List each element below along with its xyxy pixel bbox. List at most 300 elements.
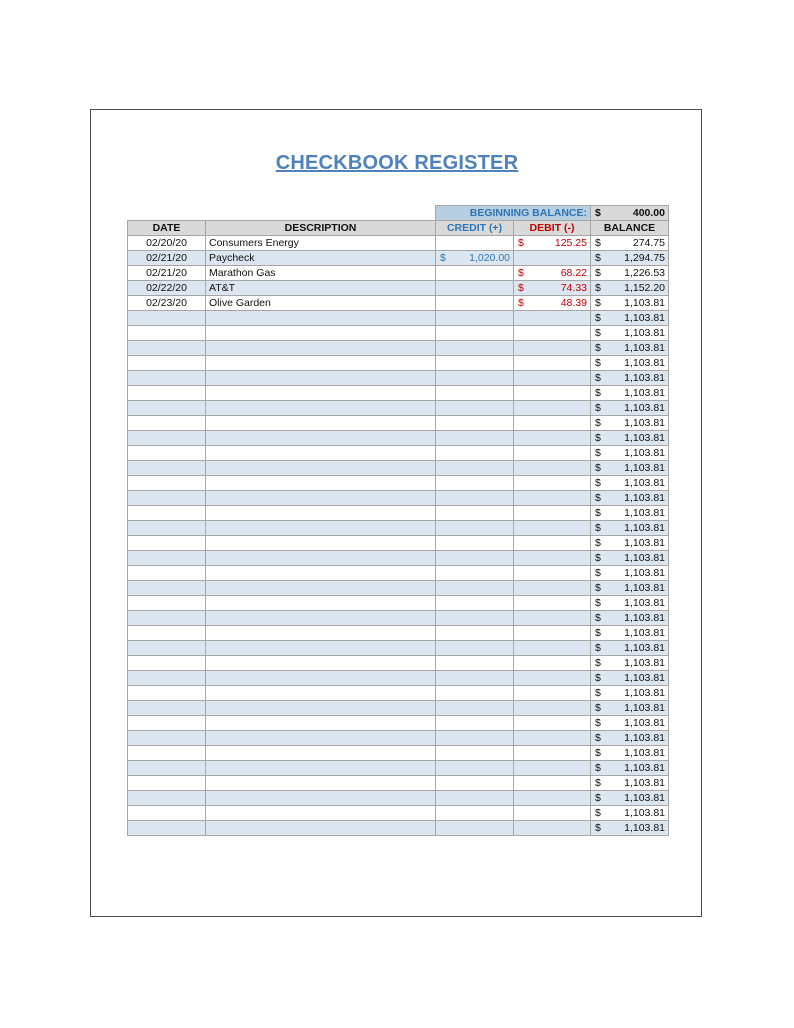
credit-cell[interactable] (436, 581, 514, 596)
balance-cell-amount: 1,103.81 (624, 492, 665, 504)
debit-cell[interactable] (514, 401, 591, 416)
date-cell[interactable] (128, 566, 206, 581)
date-cell[interactable] (128, 731, 206, 746)
debit-cell[interactable] (514, 356, 591, 371)
table-row (128, 371, 669, 386)
debit-cell[interactable] (514, 236, 591, 251)
debit-cell[interactable] (514, 686, 591, 701)
description-cell[interactable] (206, 491, 436, 506)
debit-cell[interactable] (514, 761, 591, 776)
description-cell[interactable] (206, 761, 436, 776)
date-cell[interactable] (128, 581, 206, 596)
currency-symbol: $ (595, 762, 601, 774)
description-cell[interactable] (206, 386, 436, 401)
balance-cell[interactable] (591, 656, 669, 671)
credit-cell[interactable] (436, 791, 514, 806)
debit-cell[interactable] (514, 551, 591, 566)
description-cell[interactable] (206, 371, 436, 386)
description-cell[interactable] (206, 341, 436, 356)
debit-header: DEBIT (-) (514, 221, 591, 236)
date-cell[interactable] (128, 776, 206, 791)
balance-cell-amount: 1,103.81 (624, 732, 665, 744)
debit-cell[interactable] (514, 281, 591, 296)
description-cell[interactable] (206, 296, 436, 311)
beginning-balance-value[interactable] (591, 206, 669, 221)
balance-cell-amount: 1,103.81 (624, 792, 665, 804)
date-cell[interactable] (128, 251, 206, 266)
debit-cell-amount: 68.22 (560, 267, 587, 279)
balance-cell[interactable] (591, 356, 669, 371)
balance-cell[interactable] (591, 491, 669, 506)
balance-cell-amount: 1,103.81 (624, 552, 665, 564)
date-cell[interactable] (128, 356, 206, 371)
date-cell[interactable] (128, 806, 206, 821)
debit-cell[interactable] (514, 266, 591, 281)
currency-symbol: $ (595, 312, 601, 324)
currency-symbol: $ (440, 252, 446, 264)
table-row (128, 506, 669, 521)
table-row (128, 656, 669, 671)
balance-cell[interactable] (591, 566, 669, 581)
balance-cell[interactable] (591, 521, 669, 536)
credit-cell[interactable] (436, 401, 514, 416)
table-row (128, 401, 669, 416)
date-cell[interactable] (128, 506, 206, 521)
description-cell[interactable] (206, 461, 436, 476)
debit-cell[interactable] (514, 641, 591, 656)
balance-cell-amount: 1,103.81 (624, 417, 665, 429)
debit-cell[interactable] (514, 776, 591, 791)
date-cell[interactable] (128, 521, 206, 536)
table-row (128, 701, 669, 716)
credit-cell[interactable] (436, 506, 514, 521)
date-cell[interactable] (128, 311, 206, 326)
date-cell[interactable] (128, 236, 206, 251)
balance-cell[interactable] (591, 701, 669, 716)
date-cell[interactable] (128, 386, 206, 401)
date-cell[interactable] (128, 791, 206, 806)
description-cell[interactable] (206, 356, 436, 371)
date-cell[interactable] (128, 476, 206, 491)
date-cell[interactable] (128, 626, 206, 641)
description-cell[interactable] (206, 686, 436, 701)
description-cell[interactable] (206, 536, 436, 551)
currency-symbol: $ (595, 597, 601, 609)
date-cell[interactable] (128, 281, 206, 296)
description-cell[interactable] (206, 416, 436, 431)
credit-cell[interactable] (436, 296, 514, 311)
table-row (128, 566, 669, 581)
debit-cell[interactable] (514, 371, 591, 386)
currency-symbol: $ (595, 282, 601, 294)
description-cell[interactable] (206, 671, 436, 686)
balance-cell[interactable] (591, 611, 669, 626)
description-cell[interactable] (206, 596, 436, 611)
description-cell[interactable] (206, 806, 436, 821)
credit-cell[interactable] (436, 281, 514, 296)
currency-symbol: $ (595, 432, 601, 444)
debit-cell[interactable] (514, 446, 591, 461)
description-cell[interactable] (206, 506, 436, 521)
description-cell[interactable] (206, 776, 436, 791)
credit-cell[interactable] (436, 521, 514, 536)
blank-cell (128, 206, 206, 221)
balance-cell-amount: 1,103.81 (624, 462, 665, 474)
credit-cell[interactable] (436, 311, 514, 326)
balance-cell[interactable] (591, 371, 669, 386)
balance-cell[interactable] (591, 551, 669, 566)
date-cell[interactable] (128, 491, 206, 506)
credit-cell[interactable] (436, 761, 514, 776)
table-row (128, 281, 669, 296)
table-row (128, 551, 669, 566)
credit-cell[interactable] (436, 266, 514, 281)
date-cell[interactable] (128, 716, 206, 731)
description-cell[interactable] (206, 746, 436, 761)
description-cell[interactable] (206, 731, 436, 746)
balance-cell[interactable] (591, 416, 669, 431)
page-title: CHECKBOOK REGISTER (275, 152, 519, 174)
debit-cell[interactable] (514, 506, 591, 521)
debit-cell[interactable] (514, 416, 591, 431)
balance-cell-amount: 1,103.81 (624, 687, 665, 699)
debit-cell[interactable] (514, 491, 591, 506)
description-cell[interactable] (206, 446, 436, 461)
balance-cell[interactable] (591, 806, 669, 821)
balance-cell[interactable] (591, 401, 669, 416)
description-cell[interactable] (206, 581, 436, 596)
balance-cell-amount: 1,103.81 (624, 612, 665, 624)
description-cell[interactable] (206, 431, 436, 446)
credit-cell[interactable] (436, 716, 514, 731)
balance-cell-amount: 1,103.81 (624, 357, 665, 369)
description-cell[interactable] (206, 551, 436, 566)
credit-header: CREDIT (+) (436, 221, 514, 236)
description-cell-text: Olive Garden (209, 297, 271, 309)
description-cell[interactable] (206, 311, 436, 326)
balance-header: BALANCE (591, 221, 669, 236)
currency-symbol: $ (595, 372, 601, 384)
balance-cell[interactable] (591, 506, 669, 521)
debit-cell[interactable] (514, 626, 591, 641)
date-cell[interactable] (128, 686, 206, 701)
balance-cell-amount: 1,103.81 (624, 327, 665, 339)
debit-cell[interactable] (514, 341, 591, 356)
balance-cell[interactable] (591, 266, 669, 281)
balance-cell-amount: 1,103.81 (624, 807, 665, 819)
credit-cell[interactable] (436, 806, 514, 821)
date-cell[interactable] (128, 641, 206, 656)
balance-cell[interactable] (591, 821, 669, 836)
debit-cell[interactable] (514, 701, 591, 716)
date-cell[interactable] (128, 401, 206, 416)
debit-cell[interactable] (514, 716, 591, 731)
credit-cell[interactable] (436, 341, 514, 356)
credit-cell[interactable] (436, 821, 514, 836)
balance-cell-amount: 1,103.81 (624, 297, 665, 309)
balance-cell-amount: 1,103.81 (624, 447, 665, 459)
credit-cell[interactable] (436, 626, 514, 641)
description-cell[interactable] (206, 566, 436, 581)
date-cell[interactable] (128, 431, 206, 446)
date-cell-text: 02/21/20 (146, 267, 187, 279)
debit-cell[interactable] (514, 566, 591, 581)
debit-cell[interactable] (514, 746, 591, 761)
currency-symbol: $ (595, 582, 601, 594)
currency-symbol: $ (595, 657, 601, 669)
credit-cell[interactable] (436, 386, 514, 401)
credit-cell[interactable] (436, 491, 514, 506)
debit-cell[interactable] (514, 611, 591, 626)
credit-cell[interactable] (436, 236, 514, 251)
description-cell[interactable] (206, 401, 436, 416)
credit-cell[interactable] (436, 671, 514, 686)
debit-cell-amount: 125.25 (554, 237, 587, 249)
debit-cell[interactable] (514, 296, 591, 311)
currency-symbol: $ (595, 207, 601, 219)
debit-cell[interactable] (514, 656, 591, 671)
table-row (128, 386, 669, 401)
description-cell[interactable] (206, 236, 436, 251)
beginning-balance-label: BEGINNING BALANCE: (436, 206, 591, 221)
balance-cell-amount: 1,103.81 (624, 777, 665, 789)
date-cell-text: 02/22/20 (146, 282, 187, 294)
currency-symbol: $ (595, 567, 601, 579)
balance-cell[interactable] (591, 716, 669, 731)
balance-cell[interactable] (591, 581, 669, 596)
description-cell[interactable] (206, 641, 436, 656)
credit-cell[interactable] (436, 551, 514, 566)
date-cell[interactable] (128, 461, 206, 476)
table-row (128, 806, 669, 821)
currency-symbol: $ (595, 477, 601, 489)
credit-cell[interactable] (436, 416, 514, 431)
debit-cell[interactable] (514, 311, 591, 326)
description-cell[interactable] (206, 266, 436, 281)
beginning-balance-amount: 400.00 (632, 207, 665, 219)
description-cell[interactable] (206, 476, 436, 491)
date-cell[interactable] (128, 416, 206, 431)
currency-symbol: $ (595, 237, 601, 249)
credit-cell[interactable] (436, 641, 514, 656)
table-row (128, 746, 669, 761)
beginning-balance-row (128, 206, 669, 221)
balance-cell[interactable] (591, 476, 669, 491)
balance-cell-amount: 1,152.20 (624, 282, 665, 294)
balance-cell[interactable] (591, 236, 669, 251)
balance-cell[interactable] (591, 791, 669, 806)
description-cell[interactable] (206, 251, 436, 266)
description-cell[interactable] (206, 611, 436, 626)
debit-cell[interactable] (514, 521, 591, 536)
description-cell-text: Marathon Gas (209, 267, 276, 279)
date-cell[interactable] (128, 746, 206, 761)
balance-cell-amount: 1,103.81 (624, 432, 665, 444)
date-cell[interactable] (128, 371, 206, 386)
date-cell[interactable] (128, 536, 206, 551)
balance-cell-amount: 274.75 (632, 237, 665, 249)
debit-cell[interactable] (514, 461, 591, 476)
balance-cell-amount: 1,103.81 (624, 672, 665, 684)
balance-cell[interactable] (591, 641, 669, 656)
balance-cell[interactable] (591, 776, 669, 791)
debit-cell[interactable] (514, 581, 591, 596)
table-row (128, 671, 669, 686)
currency-symbol: $ (595, 252, 601, 264)
balance-cell[interactable] (591, 626, 669, 641)
credit-cell[interactable] (436, 596, 514, 611)
description-cell[interactable] (206, 521, 436, 536)
table-row (128, 431, 669, 446)
credit-cell[interactable] (436, 326, 514, 341)
debit-cell[interactable] (514, 251, 591, 266)
debit-cell[interactable] (514, 596, 591, 611)
balance-cell-amount: 1,103.81 (624, 342, 665, 354)
credit-cell-amount: 1,020.00 (469, 252, 510, 264)
table-row (128, 821, 669, 836)
table-row (128, 416, 669, 431)
currency-symbol: $ (595, 612, 601, 624)
blank-cell (206, 206, 436, 221)
credit-cell[interactable] (436, 476, 514, 491)
description-cell[interactable] (206, 716, 436, 731)
balance-cell-amount: 1,294.75 (624, 252, 665, 264)
balance-cell-amount: 1,103.81 (624, 762, 665, 774)
balance-cell[interactable] (591, 461, 669, 476)
table-row (128, 791, 669, 806)
credit-cell[interactable] (436, 566, 514, 581)
balance-cell[interactable] (591, 296, 669, 311)
debit-cell[interactable] (514, 386, 591, 401)
balance-cell-amount: 1,103.81 (624, 567, 665, 579)
description-cell[interactable] (206, 791, 436, 806)
credit-cell[interactable] (436, 776, 514, 791)
table-row (128, 476, 669, 491)
date-cell[interactable] (128, 701, 206, 716)
debit-cell[interactable] (514, 821, 591, 836)
credit-cell[interactable] (436, 356, 514, 371)
balance-cell-amount: 1,103.81 (624, 627, 665, 639)
table-row (128, 581, 669, 596)
credit-cell[interactable] (436, 656, 514, 671)
description-cell[interactable] (206, 281, 436, 296)
table-row (128, 251, 669, 266)
table-row (128, 626, 669, 641)
table-row (128, 596, 669, 611)
description-cell[interactable] (206, 326, 436, 341)
currency-symbol: $ (595, 717, 601, 729)
balance-cell-amount: 1,103.81 (624, 597, 665, 609)
balance-cell[interactable] (591, 326, 669, 341)
credit-cell[interactable] (436, 686, 514, 701)
currency-symbol: $ (595, 402, 601, 414)
credit-cell[interactable] (436, 731, 514, 746)
balance-cell[interactable] (591, 596, 669, 611)
debit-cell[interactable] (514, 791, 591, 806)
balance-cell[interactable] (591, 731, 669, 746)
balance-cell[interactable] (591, 686, 669, 701)
table-row (128, 266, 669, 281)
date-cell[interactable] (128, 761, 206, 776)
balance-cell-amount: 1,103.81 (624, 372, 665, 384)
date-cell[interactable] (128, 611, 206, 626)
currency-symbol: $ (595, 747, 601, 759)
date-cell[interactable] (128, 341, 206, 356)
balance-cell-amount: 1,103.81 (624, 477, 665, 489)
balance-cell[interactable] (591, 341, 669, 356)
credit-cell[interactable] (436, 611, 514, 626)
description-cell[interactable] (206, 656, 436, 671)
date-cell[interactable] (128, 446, 206, 461)
debit-cell[interactable] (514, 536, 591, 551)
currency-symbol: $ (595, 462, 601, 474)
currency-symbol: $ (595, 777, 601, 789)
currency-symbol: $ (595, 267, 601, 279)
date-cell[interactable] (128, 551, 206, 566)
credit-cell[interactable] (436, 701, 514, 716)
date-cell-text: 02/20/20 (146, 237, 187, 249)
balance-cell-amount: 1,103.81 (624, 747, 665, 759)
description-cell[interactable] (206, 626, 436, 641)
description-cell[interactable] (206, 701, 436, 716)
currency-symbol: $ (595, 342, 601, 354)
credit-cell[interactable] (436, 746, 514, 761)
credit-cell[interactable] (436, 371, 514, 386)
balance-cell[interactable] (591, 251, 669, 266)
date-cell[interactable] (128, 821, 206, 836)
credit-cell[interactable] (436, 461, 514, 476)
balance-cell[interactable] (591, 311, 669, 326)
balance-cell[interactable] (591, 761, 669, 776)
date-cell[interactable] (128, 266, 206, 281)
balance-cell[interactable] (591, 281, 669, 296)
balance-cell[interactable] (591, 431, 669, 446)
currency-symbol: $ (595, 807, 601, 819)
debit-cell[interactable] (514, 671, 591, 686)
table-row (128, 641, 669, 656)
debit-cell[interactable] (514, 731, 591, 746)
debit-cell[interactable] (514, 326, 591, 341)
description-cell[interactable] (206, 821, 436, 836)
table-row (128, 716, 669, 731)
credit-cell[interactable] (436, 446, 514, 461)
debit-cell[interactable] (514, 806, 591, 821)
date-cell[interactable] (128, 671, 206, 686)
date-cell[interactable] (128, 296, 206, 311)
balance-cell[interactable] (591, 671, 669, 686)
balance-cell[interactable] (591, 446, 669, 461)
debit-cell[interactable] (514, 431, 591, 446)
credit-cell[interactable] (436, 431, 514, 446)
debit-cell[interactable] (514, 476, 591, 491)
balance-cell-amount: 1,103.81 (624, 402, 665, 414)
balance-cell-amount: 1,103.81 (624, 387, 665, 399)
register-table (127, 205, 669, 836)
currency-symbol: $ (595, 672, 601, 684)
balance-cell[interactable] (591, 746, 669, 761)
date-cell-text: 02/21/20 (146, 252, 187, 264)
balance-cell[interactable] (591, 386, 669, 401)
credit-cell[interactable] (436, 536, 514, 551)
date-cell[interactable] (128, 326, 206, 341)
credit-cell[interactable] (436, 251, 514, 266)
date-cell[interactable] (128, 656, 206, 671)
balance-cell-amount: 1,103.81 (624, 657, 665, 669)
table-row (128, 446, 669, 461)
date-cell[interactable] (128, 596, 206, 611)
balance-cell[interactable] (591, 536, 669, 551)
table-row (128, 326, 669, 341)
